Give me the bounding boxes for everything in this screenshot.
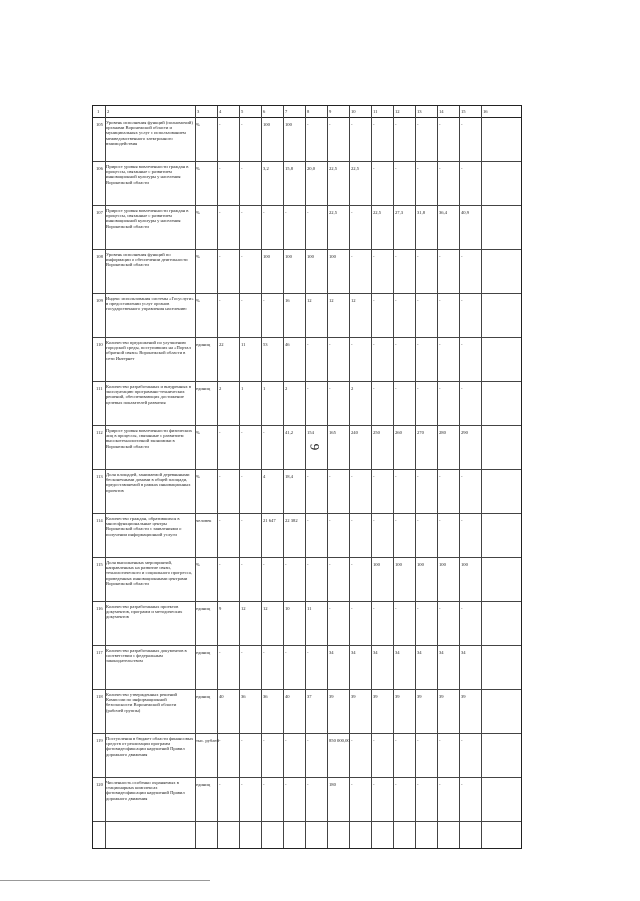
indicator-value: -	[417, 474, 419, 479]
indicator-value: 100	[461, 562, 468, 567]
indicator-value: 100	[373, 562, 380, 567]
indicator-value: -	[417, 738, 419, 743]
row-number: 109	[96, 298, 103, 303]
indicator-value: -	[351, 782, 353, 787]
indicator-value: 240	[351, 430, 358, 435]
indicator-value: 34	[461, 650, 466, 655]
indicator-value: -	[329, 518, 331, 523]
indicator-value: -	[417, 386, 419, 391]
header-col-13: 13	[417, 109, 422, 114]
indicator-value: 22 382	[285, 518, 298, 523]
indicator-value: 100	[395, 562, 402, 567]
indicator-value: -	[461, 606, 463, 611]
header-col-4: 4	[219, 109, 222, 114]
indicator-value: 16	[285, 298, 290, 303]
indicator-value: -	[329, 474, 331, 479]
indicator-value: -	[329, 386, 331, 391]
indicator-value: -	[241, 562, 243, 567]
indicator-value: 36	[241, 694, 246, 699]
table-row	[93, 470, 521, 514]
header-col-15: 15	[461, 109, 466, 114]
row-number: 120	[96, 782, 103, 787]
indicator-value: 22,5	[329, 166, 338, 171]
indicator-value: -	[329, 342, 331, 347]
indicator-value: -	[285, 782, 287, 787]
indicator-unit: тыс. рублей	[196, 738, 219, 743]
indicator-value: 34	[373, 650, 378, 655]
indicator-value: -	[395, 254, 397, 259]
indicator-value: 1	[241, 386, 244, 391]
indicator-value: 250	[373, 430, 380, 435]
indicator-name: Прирост уровня вовлеченности физических лиц в процессы, связанные с развитием высокотехнологичной экономики в Воронежской области	[106, 428, 193, 449]
indicator-value: 270	[417, 430, 424, 435]
indicator-value: -	[241, 298, 243, 303]
table-row	[93, 514, 521, 558]
indicator-value: 41,2	[285, 430, 294, 435]
indicator-value: -	[439, 386, 441, 391]
indicator-value: -	[373, 518, 375, 523]
indicator-value: -	[461, 254, 463, 259]
indicator-value: 12	[351, 298, 356, 303]
indicator-name: Уровень исполнения функций по информации о обеспечении деятельности Воронежской области	[106, 252, 188, 268]
indicator-value: 37	[307, 694, 312, 699]
indicator-value: 100	[307, 254, 314, 259]
indicator-value: 40	[285, 694, 290, 699]
indicator-value: 100	[329, 254, 336, 259]
indicator-value: -	[439, 782, 441, 787]
indicator-name: Количество разработанных документов в соответствии с федеральным законодательством	[106, 648, 187, 664]
indicator-value: -	[439, 518, 441, 523]
indicator-name: Доля выполненных мероприятий, направленных на развитие связи, технологического и социального прогресса, проведенных инновационными центрами Воронежской области	[106, 560, 192, 586]
indicator-value: -	[439, 166, 441, 171]
page-number: 6	[307, 443, 322, 451]
indicator-value: 12	[241, 606, 246, 611]
indicator-value: -	[285, 650, 287, 655]
indicator-value: -	[307, 518, 309, 523]
indicator-value: 39	[417, 694, 422, 699]
indicator-value: -	[351, 474, 353, 479]
indicator-value: -	[307, 386, 309, 391]
indicator-value: 31,8	[417, 210, 426, 215]
table-row	[93, 338, 521, 382]
row-number: 112	[96, 430, 103, 435]
row-number: 105	[96, 122, 103, 127]
row-number: 114	[96, 518, 103, 523]
row-number: 110	[96, 342, 103, 347]
table-row	[93, 778, 521, 822]
indicator-value: 100	[417, 562, 424, 567]
indicator-value: 10	[285, 606, 290, 611]
indicator-value: -	[373, 342, 375, 347]
indicator-unit: %	[196, 562, 200, 567]
indicator-value: -	[373, 386, 375, 391]
indicator-value: 180	[329, 782, 336, 787]
indicator-value: -	[417, 122, 419, 127]
indicator-value: 3,2	[263, 166, 269, 171]
indicator-value: -	[307, 562, 309, 567]
indicator-unit: %	[196, 166, 200, 171]
indicator-value: 9	[219, 606, 222, 611]
indicator-value: -	[417, 298, 419, 303]
indicator-value: -	[219, 210, 221, 215]
indicator-value: 165	[329, 430, 336, 435]
indicator-unit: %	[196, 298, 200, 303]
header-col-16: 16	[483, 109, 488, 114]
table-row	[93, 602, 521, 646]
row-number: 107	[96, 210, 103, 215]
row-number: 111	[96, 386, 103, 391]
indicator-value: 12	[329, 298, 334, 303]
indicator-value: -	[241, 782, 243, 787]
row-number: 113	[96, 474, 103, 479]
indicator-value: -	[329, 606, 331, 611]
indicator-value: -	[307, 650, 309, 655]
indicator-value: -	[417, 166, 419, 171]
indicator-value: 290	[461, 430, 468, 435]
indicator-value: 100	[285, 122, 292, 127]
indicator-value: -	[263, 650, 265, 655]
indicator-value: -	[219, 650, 221, 655]
indicator-value: -	[439, 122, 441, 127]
indicator-value: -	[263, 738, 265, 743]
table-row	[93, 382, 521, 426]
indicator-value: -	[461, 298, 463, 303]
indicator-value: 22	[219, 342, 224, 347]
indicator-value: -	[241, 650, 243, 655]
indicator-value: -	[219, 474, 221, 479]
indicator-value: 11	[307, 606, 312, 611]
indicator-value: -	[395, 474, 397, 479]
indicator-value: -	[351, 738, 353, 743]
row-number: 115	[96, 562, 103, 567]
indicator-value: -	[263, 298, 265, 303]
indicator-value: 27,3	[395, 210, 404, 215]
indicator-value: -	[351, 606, 353, 611]
indicator-value: -	[439, 254, 441, 259]
row-number: 106	[96, 166, 103, 171]
indicator-value: 4	[263, 474, 266, 479]
table-row	[93, 426, 521, 470]
indicator-value: -	[351, 562, 353, 567]
indicator-value: -	[373, 122, 375, 127]
indicator-value: 34	[395, 650, 400, 655]
indicator-value: 18,4	[285, 474, 294, 479]
indicator-value: -	[219, 562, 221, 567]
indicator-value: -	[461, 342, 463, 347]
header-col-14: 14	[439, 109, 444, 114]
indicator-value: 100	[263, 254, 270, 259]
header-col-8: 8	[307, 109, 310, 114]
indicator-unit: %	[196, 430, 200, 435]
indicator-value: -	[461, 386, 463, 391]
indicator-value: -	[219, 254, 221, 259]
indicator-value: -	[439, 606, 441, 611]
indicator-value: 39	[373, 694, 378, 699]
table-row	[93, 558, 521, 602]
indicator-value: 100	[263, 122, 270, 127]
indicator-unit: единиц	[196, 342, 211, 347]
indicator-value: -	[439, 738, 441, 743]
indicator-value: -	[461, 738, 463, 743]
indicator-value: -	[263, 782, 265, 787]
indicator-unit: человек	[196, 518, 212, 523]
indicator-value: 100	[285, 254, 292, 259]
header-col-12: 12	[395, 109, 400, 114]
indicator-unit: %	[196, 122, 200, 127]
table-row	[93, 734, 521, 778]
indicator-value: -	[241, 738, 243, 743]
indicator-value: -	[395, 782, 397, 787]
indicator-value: 2	[285, 386, 288, 391]
indicator-value: 12	[307, 298, 312, 303]
indicator-value: 34	[439, 650, 444, 655]
header-col-9: 9	[329, 109, 332, 114]
indicator-value: -	[219, 122, 221, 127]
indicator-name: Количество предложений по улучшению городской среды, поступивших на «Портал обратной связи» Воронежской области в сети Интернет	[106, 340, 191, 361]
indicator-value: -	[417, 782, 419, 787]
indicator-value: 260	[395, 430, 402, 435]
indicator-value: -	[219, 782, 221, 787]
indicator-value: -	[241, 474, 243, 479]
indicator-value: -	[417, 254, 419, 259]
indicator-value: -	[263, 430, 265, 435]
indicator-unit: единиц	[196, 782, 211, 787]
indicator-value: 40,9	[461, 210, 470, 215]
header-col-11: 11	[373, 109, 378, 114]
indicator-name: Количество граждан, обратившихся в многофункциональные центры Воронежской области с заявлениями о получении информационной услуги	[106, 516, 182, 537]
indicator-value: -	[351, 210, 353, 215]
indicator-name: Численность особенно охраняемых в стационарных комплексах фотовидеофиксации нарушений Правил дорожного движения	[106, 780, 185, 801]
indicator-value: 39	[395, 694, 400, 699]
indicator-value: -	[241, 430, 243, 435]
indicator-value: 154	[307, 430, 314, 435]
indicator-value: -	[417, 606, 419, 611]
indicator-unit: единиц	[196, 650, 211, 655]
indicator-name: Количество разработанных и внедренных в эксплуатацию программно-технических решений, обеспечивающих достижение целевых показателей развития	[106, 384, 192, 405]
indicator-value: 20,0	[307, 166, 316, 171]
indicator-value: 21 647	[263, 518, 276, 523]
indicator-value: -	[307, 782, 309, 787]
indicator-unit: единиц	[196, 694, 211, 699]
indicator-value: 2	[351, 386, 354, 391]
indicator-unit: %	[196, 210, 200, 215]
indicator-value: -	[417, 342, 419, 347]
header-col-7: 7	[285, 109, 288, 114]
indicator-value: -	[395, 166, 397, 171]
header-col-10: 10	[351, 109, 356, 114]
indicator-value: 36,4	[439, 210, 448, 215]
indicator-value: -	[263, 562, 265, 567]
row-number: 108	[96, 254, 103, 259]
indicator-name: Количество разработанных проектов документов, программ и методических документов	[106, 604, 183, 620]
indicator-value: -	[461, 166, 463, 171]
indicator-unit: %	[196, 254, 200, 259]
indicator-value: -	[461, 782, 463, 787]
table-row	[93, 162, 521, 206]
indicator-name: Индекс использования системы «Госуслуги» в предоставлении услуг органов государственного управления населению	[106, 296, 194, 312]
indicator-value: -	[329, 562, 331, 567]
indicator-value: -	[351, 518, 353, 523]
indicator-value: 1	[263, 386, 266, 391]
indicator-value: 15,8	[285, 166, 294, 171]
indicator-value: -	[373, 166, 375, 171]
indicator-value: -	[307, 210, 309, 215]
table-header-row	[93, 106, 521, 118]
indicator-value: -	[219, 298, 221, 303]
indicator-value: -	[307, 342, 309, 347]
indicator-value: 36	[263, 694, 268, 699]
header-col-1: 1	[97, 109, 100, 114]
indicator-name: Прирост уровня вовлеченности граждан в процессы, связанные с развитием инновационной культуры у населения Воронежской области	[106, 164, 189, 185]
indicator-value: -	[461, 474, 463, 479]
indicator-value: -	[219, 518, 221, 523]
indicator-value: -	[241, 210, 243, 215]
indicator-value: 34	[417, 650, 422, 655]
header-col-3: 3	[197, 109, 200, 114]
indicator-value: -	[373, 782, 375, 787]
indicator-value: -	[241, 518, 243, 523]
indicator-value: -	[373, 474, 375, 479]
indicator-value: -	[241, 166, 243, 171]
indicator-value: -	[329, 122, 331, 127]
indicator-value: -	[395, 342, 397, 347]
indicator-value: -	[285, 562, 287, 567]
indicator-value: -	[439, 298, 441, 303]
indicator-value: -	[373, 298, 375, 303]
indicator-value: 22,5	[329, 210, 338, 215]
indicator-value: -	[395, 298, 397, 303]
scan-edge-line	[0, 880, 210, 881]
table-row	[93, 118, 521, 162]
indicator-value: -	[263, 210, 265, 215]
indicator-name: Поступления в бюджет области финансовых средств от реализации программ фотовидеофиксации нарушений Правил дорожного движения	[106, 736, 194, 757]
indicator-unit: единиц	[196, 386, 211, 391]
indicator-value: -	[351, 342, 353, 347]
indicator-name: Количество утвержденных решений Комиссии по информационной безопасности Воронежской области (рабочей группы)	[106, 692, 177, 713]
indicator-value: 11	[241, 342, 246, 347]
indicator-value: 34	[351, 650, 356, 655]
indicator-value: -	[219, 166, 221, 171]
indicator-value: -	[351, 122, 353, 127]
indicator-value: 22,5	[351, 166, 360, 171]
header-col-2: 2	[107, 109, 110, 114]
indicator-value: 53	[263, 342, 268, 347]
indicator-value: -	[417, 518, 419, 523]
indicator-value: -	[219, 430, 221, 435]
indicator-value: -	[307, 122, 309, 127]
indicator-value: -	[307, 474, 309, 479]
indicator-value: -	[395, 738, 397, 743]
row-number: 117	[96, 650, 103, 655]
indicator-value: -	[395, 518, 397, 523]
indicator-value: -	[307, 738, 309, 743]
indicator-value: 39	[329, 694, 334, 699]
row-number: 119	[96, 738, 103, 743]
table-row	[93, 690, 521, 734]
table-row	[93, 646, 521, 690]
indicator-value: 39	[351, 694, 356, 699]
indicator-value: 280	[439, 430, 446, 435]
indicator-name: Прирост уровня вовлеченности граждан в процессы, связанные с развитием инновационной культуры у населения Воронежской области	[106, 208, 189, 229]
row-number: 118	[96, 694, 103, 699]
indicator-value: -	[439, 342, 441, 347]
indicator-value: -	[395, 122, 397, 127]
header-col-6: 6	[263, 109, 266, 114]
indicator-value: 12	[263, 606, 268, 611]
indicator-value: 46	[285, 342, 290, 347]
indicator-value: -	[373, 738, 375, 743]
indicator-value: -	[351, 254, 353, 259]
indicator-value: 2	[219, 386, 222, 391]
indicator-value: 40	[219, 694, 224, 699]
indicator-value: -	[395, 606, 397, 611]
indicator-value: -	[241, 254, 243, 259]
indicator-value: -	[461, 122, 463, 127]
indicators-table	[92, 105, 522, 849]
indicator-value: -	[373, 254, 375, 259]
header-col-5: 5	[241, 109, 244, 114]
indicator-value: -	[461, 518, 463, 523]
indicator-value: -	[373, 606, 375, 611]
indicator-value: -	[285, 210, 287, 215]
table-row	[93, 294, 521, 338]
indicator-value: -	[439, 474, 441, 479]
indicator-unit: %	[196, 474, 200, 479]
indicator-value: 100	[439, 562, 446, 567]
indicator-value: -	[395, 386, 397, 391]
indicator-value: -	[241, 122, 243, 127]
indicator-name: Доля площадей, занимаемой деревянными бесконечными домами в общей площади, предоставляемой в рамках инновационных проектов	[106, 472, 191, 493]
table-row	[93, 206, 521, 250]
row-number: 116	[96, 606, 103, 611]
indicator-value: 34	[329, 650, 334, 655]
indicator-value: 850 000,00	[329, 738, 350, 743]
indicator-value: 39	[461, 694, 466, 699]
indicator-value: 22,5	[373, 210, 382, 215]
indicator-unit: единиц	[196, 606, 211, 611]
indicator-value: -	[285, 738, 287, 743]
indicator-name: Уровень исполнения функций (полномочий) органами Воронежской области и муниципальных услуг с использованием межведомственного электронного взаимодействия	[106, 120, 193, 146]
indicator-value: -	[219, 738, 221, 743]
table-row	[93, 250, 521, 294]
indicator-value: 39	[439, 694, 444, 699]
